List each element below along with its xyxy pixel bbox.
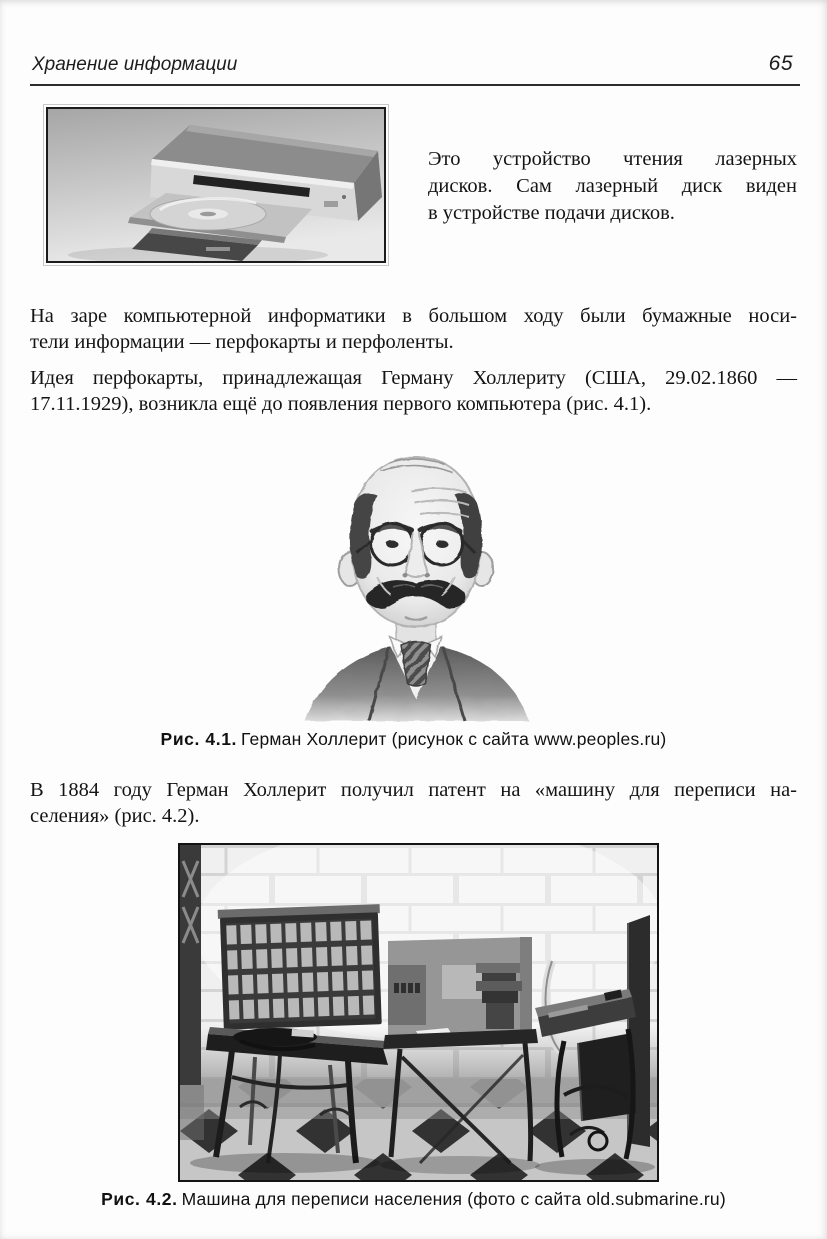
caption-text: Машина для переписи населения (фото с сайта old.submarine.ru) xyxy=(181,1189,726,1209)
paragraph-1 xyxy=(30,303,797,355)
portrait-figure xyxy=(293,430,539,722)
body-line: тели информации — перфокарты и перфоленты. xyxy=(30,331,454,353)
body-line: На заре компьютерной информатики в большом ходу были бумажные носи- xyxy=(30,305,797,327)
figure-caption-4-1 xyxy=(30,729,797,750)
body-line: Это устройство чтения лазерных xyxy=(428,148,797,170)
body-line: В 1884 году Герман Холлерит получил патент на «машину для переписи на- xyxy=(30,779,797,801)
caption-label: Рис. 4.2. xyxy=(101,1189,178,1209)
page-number: 65 xyxy=(768,52,793,75)
paragraph-3 xyxy=(30,777,797,829)
header-rule xyxy=(30,84,800,86)
caption-label: Рис. 4.1. xyxy=(160,729,238,749)
figure-side-text xyxy=(428,146,797,227)
hollerith-portrait xyxy=(293,430,539,722)
body-line: 17.11.1929), возникла ещё до появления первого компьютера (рис. 4.1). xyxy=(30,393,652,415)
body-line: Идея перфокарты, принадлежащая Герману Холлериту (США, 29.02.1860 — xyxy=(30,367,797,389)
paragraph-2 xyxy=(30,365,797,417)
figure-caption-4-2 xyxy=(30,1189,797,1210)
cd-drive-figure xyxy=(46,107,386,263)
cd-drive-photo xyxy=(48,109,384,261)
census-machine-photo xyxy=(180,845,657,1180)
census-figure xyxy=(178,843,659,1182)
caption-text: Герман Холлерит (рисунок с сайта www.peoples.ru) xyxy=(241,729,667,749)
running-header xyxy=(32,54,795,80)
body-line: дисков. Сам лазерный диск виден xyxy=(428,175,797,197)
body-line: селения» (рис. 4.2). xyxy=(30,805,200,827)
running-header-title: Хранение информации xyxy=(32,54,238,75)
body-line: в устройстве подачи дисков. xyxy=(428,202,675,224)
